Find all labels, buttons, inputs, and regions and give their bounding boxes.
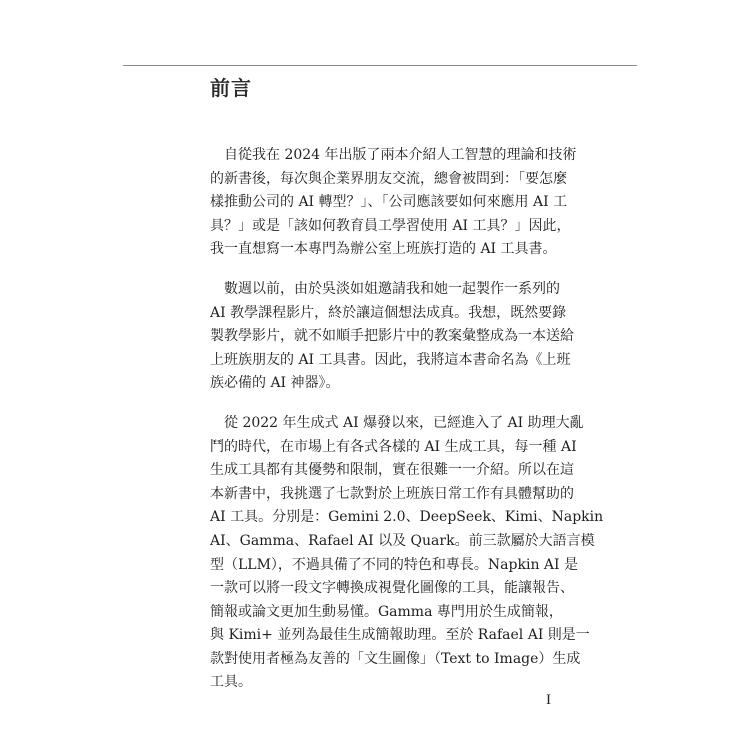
text-line: 數週以前，由於吳淡如姐邀請我和她一起製作一系列的 <box>210 280 560 297</box>
text-line: 上班族朋友的 AI 工具書。因此，我將這本書命名為《上班 <box>210 351 571 368</box>
text-line: 工具。 <box>210 674 252 691</box>
text-line: 從 2022 年生成式 AI 爆發以來，已經進入了 AI 助理大亂 <box>210 414 584 431</box>
text-line: AI 工具。分別是：Gemini 2.0、DeepSeek、Kimi、Napkin <box>210 509 604 526</box>
text-line: 生成工具都有其優勢和限制，實在很難一一介紹。所以在這 <box>210 462 574 479</box>
text-line: 具？」或是「該如何教育員工學習使用 AI 工具？」因此， <box>210 217 571 234</box>
text-line: AI、Gamma、Rafael AI 以及 Quark。前三款屬於大語言模 <box>210 532 595 549</box>
text-line: 本新書中，我挑選了七款對於上班族日常工作有具體幫助的 <box>210 485 574 502</box>
text-line: 一款可以將一段文字轉換成視覺化圖像的工具，能讓報告、 <box>210 580 574 597</box>
preface-body <box>210 144 604 711</box>
text-line: 自從我在 2024 年出版了兩本介紹人工智慧的理論和技術 <box>210 147 577 163</box>
paragraph-2 <box>210 278 574 396</box>
text-line: 製教學影片，就不如順手把影片中的教案彙整成為一本送給 <box>210 328 574 345</box>
text-line: 與 Kimi+ 並列為最佳生成簡報助理。至於 Rafael AI 則是一 <box>210 627 590 644</box>
text-line: 樣推動公司的 AI 轉型？」、「公司應該要如何來應用 AI 工 <box>210 194 568 211</box>
text-line: 型（LLM），不過具備了不同的特色和專長。Napkin AI 是 <box>210 556 579 573</box>
text-line: 的新書後，每次與企業界朋友交流，總會被問到：「要怎麼 <box>210 170 567 187</box>
paragraph-3 <box>210 412 604 695</box>
text-line: 鬥的時代，在市場上有各式各樣的 AI 生成工具，每一種 AI <box>210 438 577 455</box>
text-line: AI 教學課程影片，終於讓這個想法成真。我想，既然要錄 <box>210 304 567 321</box>
paragraph-1 <box>210 144 577 262</box>
text-line: 族必備的 AI 神器》。 <box>210 375 340 392</box>
text-line: 簡報或論文更加生動易懂。Gamma 專門用於生成簡報， <box>210 603 563 620</box>
text-line: 我一直想寫一本專門為辦公室上班族打造的 AI 工具書。 <box>210 241 557 258</box>
page-number: I <box>546 692 551 708</box>
page-title: 前言 <box>210 76 252 100</box>
header-rule <box>123 65 637 66</box>
text-line: 款對使用者極為友善的「文生圖像」（Text to Image）生成 <box>210 650 581 667</box>
